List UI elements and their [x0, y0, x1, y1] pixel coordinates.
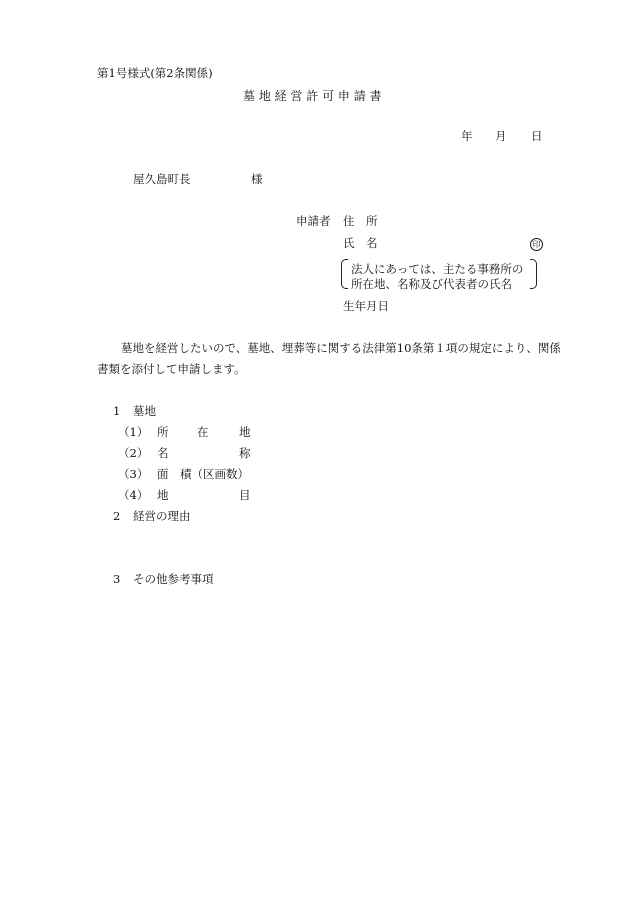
section2-label: 経営の理由: [133, 509, 191, 523]
sub3-number: （3）: [118, 467, 149, 481]
sub4-label-c: 目: [239, 488, 251, 502]
birthdate-label: 生年月日: [343, 299, 389, 313]
section1-number: 1: [113, 404, 121, 418]
body-text-line1: 墓地を経営したいので、墓地、埋葬等に関する法律第10条第１項の規定により、関係: [121, 341, 561, 355]
form-number: 第1号様式(第2条関係): [97, 66, 213, 80]
section1-label: 墓地: [133, 404, 156, 418]
address-label: 住 所: [343, 214, 378, 228]
document-title: 墓 地 経 営 許 可 申 請 書: [243, 89, 382, 103]
sub4-label-a: 地: [157, 488, 169, 502]
date-month-label: 月: [495, 129, 507, 143]
section3-number: 3: [113, 572, 121, 586]
sub4-number: （4）: [118, 488, 149, 502]
date-year-label: 年: [461, 129, 473, 143]
corporation-note-line1: 法人にあっては、主たる事務所の: [351, 262, 524, 276]
sub1-number: （1）: [118, 425, 149, 439]
section3-label: その他参考事項: [133, 572, 214, 586]
sub1-label-a: 所: [157, 425, 169, 439]
left-bracket: [341, 259, 348, 289]
sub2-label-c: 称: [239, 446, 251, 460]
corporation-note-line2: 所在地、名称及び代表者の氏名: [351, 277, 512, 291]
sub2-number: （2）: [118, 446, 149, 460]
addressee-honorific: 様: [251, 172, 263, 186]
sub2-label-a: 名: [157, 446, 169, 460]
sub1-label-c: 地: [239, 425, 251, 439]
body-text-line2: 書類を添付して申請します。: [97, 362, 246, 376]
addressee-name: 屋久島町長: [133, 172, 191, 186]
name-label: 氏 名: [343, 236, 378, 250]
applicant-label: 申請者: [296, 214, 331, 228]
date-day-label: 日: [531, 129, 543, 143]
seal-icon: 印: [530, 238, 543, 251]
sub1-label-b: 在: [197, 425, 209, 439]
sub3-label: 面 積（区画数）: [157, 467, 249, 481]
right-bracket: [530, 259, 537, 289]
section2-number: 2: [113, 509, 121, 523]
seal-mark: [530, 238, 543, 251]
corporation-note: [341, 259, 537, 289]
